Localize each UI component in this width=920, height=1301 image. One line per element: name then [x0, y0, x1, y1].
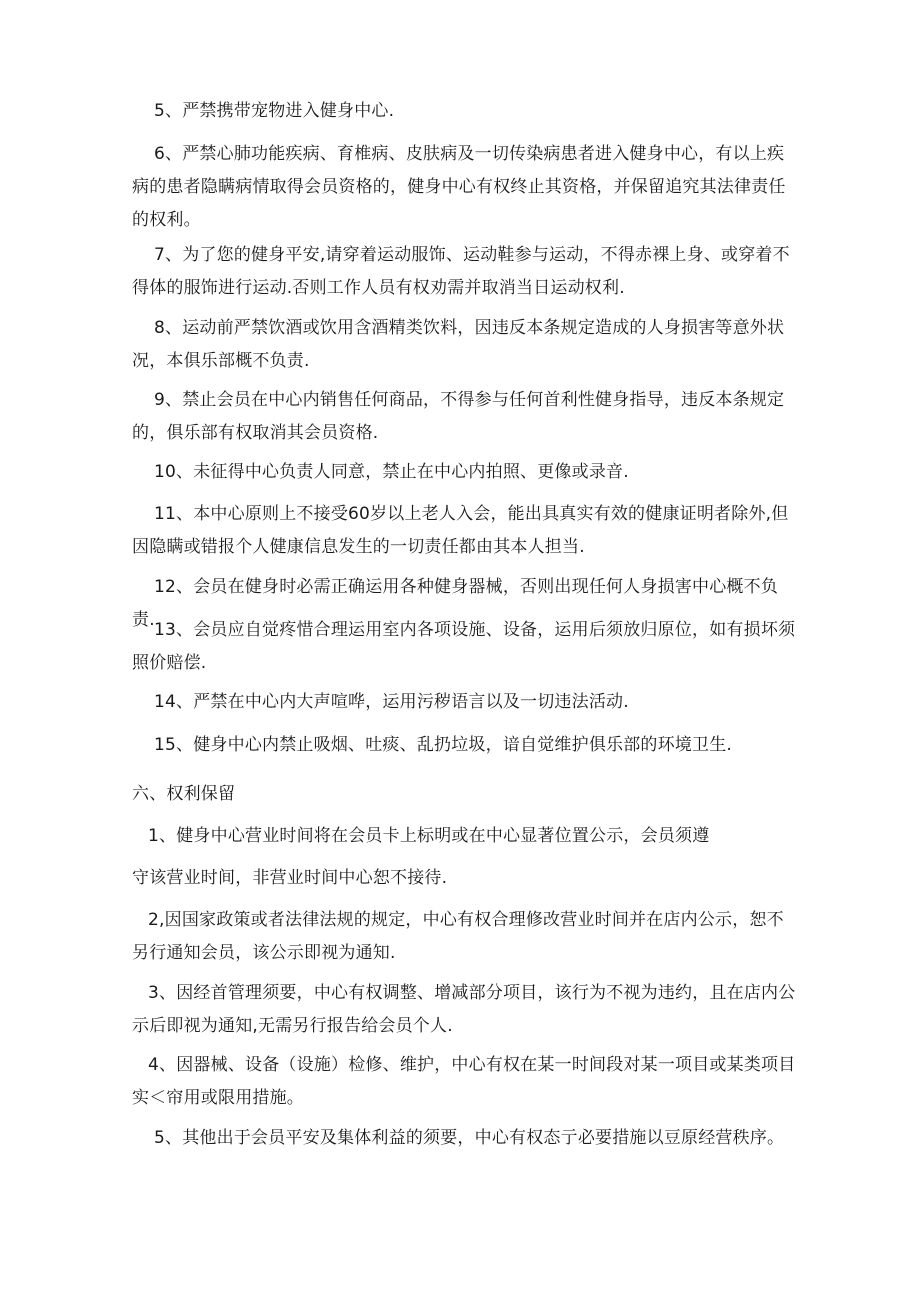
right-4-text: 4、因器械、设备（设施）检修、维护，中心有权在某一时间段对某一项目或某类项目实＜帘用或限用措施。: [132, 1055, 796, 1108]
right-2-text: 2,因国家政策或者法律法规的规定，中心有权合理修改营业时间并在店内公示，恕不另行通知会员，该公示即视为通知.: [132, 910, 784, 963]
right-1-text: 1、健身中心营业时间将在会员卡上标明或在中心显著位置公示，会员须遵: [148, 826, 710, 846]
right-3: [132, 977, 800, 1043]
right-5: [132, 1122, 800, 1155]
rule-9-text: 9、禁止会员在中心内销售任何商品，不得参与任何首利性健身指导，违反本条规定的，俱乐部有权取消其会员资格.: [132, 390, 785, 443]
rule-10-text: 10、未征得中心负责人同意，禁止在中心内拍照、更像或录音.: [154, 462, 629, 482]
rule-14: [132, 686, 800, 719]
rule-14-text: 14、严禁在中心内大声喧哗，运用污秽语言以及一切违法活动.: [154, 692, 629, 712]
section-heading: [132, 778, 800, 811]
right-4: [132, 1049, 800, 1115]
rule-5: [132, 95, 800, 128]
rule-5-text: 5、严禁携带宠物进入健身中心.: [154, 101, 395, 121]
rule-13-text: 13、会员应自觉疼惜合理运用室内各项设施、设备，运用后须放归原位，如有损坏须照价赔偿.: [132, 620, 796, 673]
rule-11-text: 11、本中心原则上不接受60岁以上老人入会，能出具真实有效的健康证明者除外,但因隐瞒或错报个人健康信息发生的一切责任都由其本人担当.: [132, 504, 789, 557]
rule-12-text: 12、会员在健身时必需正确运用各种健身器械，否则出现任何人身损害中心概不负责.: [132, 577, 779, 630]
rule-9: [132, 384, 800, 450]
right-1: [132, 820, 800, 853]
rule-8-text: 8、运动前严禁饮酒或饮用含酒精类饮料，因违反本条规定造成的人身损害等意外状况，本俱乐部概不负责.: [132, 318, 785, 371]
rule-8: [132, 312, 800, 378]
rule-6: [132, 138, 800, 237]
right-1-continued: [132, 862, 800, 895]
section-heading-text: 六、权利保留: [132, 784, 236, 804]
rule-13: [132, 614, 800, 680]
rule-6-text: 6、严禁心肺功能疾病、育椎病、皮肤病及一切传染病患者进入健身中心，有以上疾病的患者隐瞒病情取得会员资格的，健身中心有权终止其资格，并保留追究其法律责任的权利。: [132, 144, 786, 230]
right-1-continued-text: 守该营业时间，非营业时间中心恕不接待.: [132, 868, 448, 888]
right-3-text: 3、因经首管理须要，中心有权调整、增减部分项目，该行为不视为违约，且在店内公示后即视为通知,无需另行报告给会员个人.: [132, 983, 796, 1036]
right-5-text: 5、其他出于会员平安及集体利益的须要，中心有权态亍必要措施以豆原经营秩序。: [154, 1128, 785, 1148]
rule-15: [132, 729, 800, 762]
rule-7: [132, 239, 800, 305]
right-2: [132, 904, 800, 970]
rule-11: [132, 498, 800, 564]
rule-10: [132, 456, 800, 489]
rule-7-text: 7、为了您的健身平安,请穿着运动服饰、运动鞋参与运动，不得赤裸上身、或穿着不得体的服饰进行运动.否则工作人员有权劝需并取消当日运动权利.: [132, 245, 790, 298]
rule-15-text: 15、健身中心内禁止吸烟、吐痰、乱扔垃圾，谙自觉维护俱乐部的环境卫生.: [154, 735, 733, 755]
